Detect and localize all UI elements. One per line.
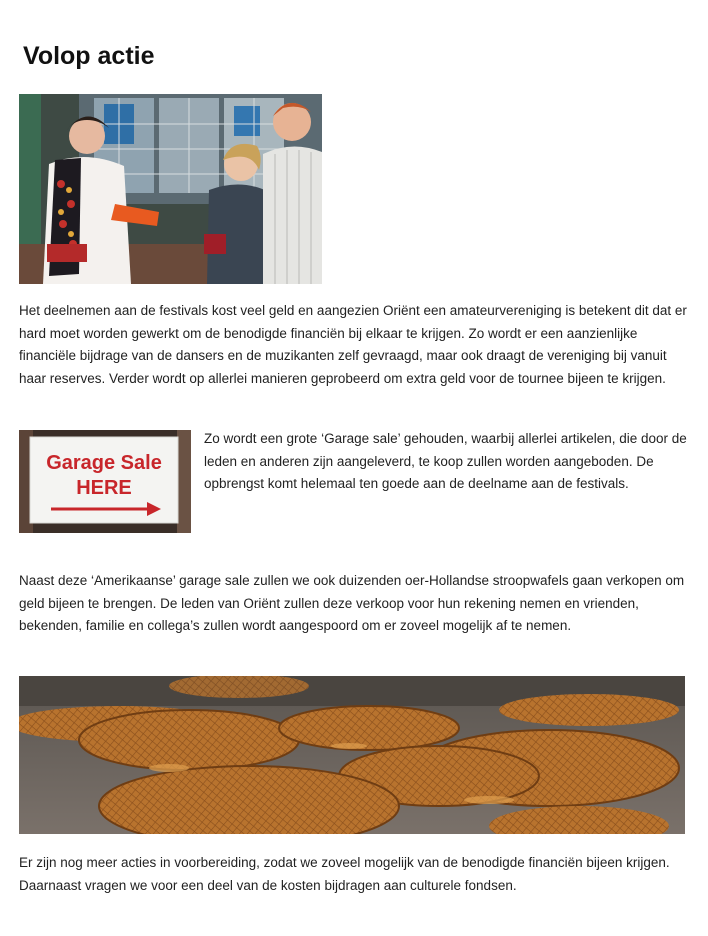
page-title: Volop actie bbox=[23, 42, 155, 70]
intro-paragraph: Het deelnemen aan de festivals kost veel geld en aangezien Oriënt een amateurvereniging is betekent dit dat er hard moet worden gewerkt om de benodigde financiën bij elkaar te krijgen. Zo wordt er een aanzienlijke financiële bijdrage van de dansers en de muzikanten zelf gevraagd, maar ook draagt de vereniging bij vanuit haar reserves. Verder wordt op allerlei manieren geprobeerd om extra geld voor de tournee bijeen te krijgen. bbox=[19, 303, 687, 386]
garage-sale-paragraph: Zo wordt een grote ‘Garage sale’ gehouden, waarbij allerlei artikelen, die door de leden en anderen zijn aangeleverd, te koop zullen worden aangeboden. De opbrengst komt helemaal ten goede aan de deelname aan de festivals. bbox=[204, 431, 687, 491]
festival-photo bbox=[19, 94, 322, 284]
closing-paragraph: Er zijn nog meer acties in voorbereiding, zodat we zoveel mogelijk van de benodigde financiën bijeen krijgen. Daarnaast vragen we voor een deel van de kosten bijdragen aan culturele fondsen. bbox=[19, 855, 670, 893]
stroopwafels-photo bbox=[19, 676, 685, 834]
garage-sale-sign-photo bbox=[19, 430, 191, 533]
stroopwafel-paragraph: Naast deze ‘Amerikaanse’ garage sale zullen we ook duizenden oer-Hollandse stroopwafels gaan verkopen om geld bijeen te brengen. De leden van Oriënt zullen deze verkoop voor hun rekening nemen en vrienden, bekenden, familie en collega’s zullen wordt aangespoord om er zoveel mogelijk af te nemen. bbox=[19, 573, 685, 633]
sign-line1: Garage Sale bbox=[46, 452, 162, 474]
sign-line2: HERE bbox=[76, 477, 132, 499]
